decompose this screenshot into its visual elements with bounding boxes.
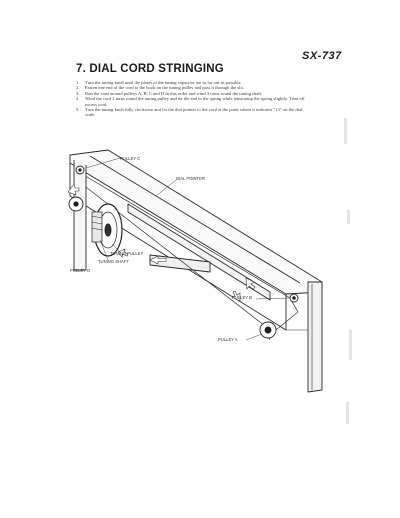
step-number: 4. bbox=[76, 96, 80, 102]
label-dial-pointer: DIAL POINTER bbox=[176, 176, 205, 181]
step-number: 1. bbox=[76, 80, 80, 85]
section-title: 7. DIAL CORD STRINGING bbox=[76, 63, 224, 75]
left-bracket bbox=[74, 160, 86, 270]
chassis-end-plate bbox=[308, 282, 322, 392]
label-pulley-b: PULLEY B bbox=[232, 295, 252, 300]
step-text: Wind the cord 2 turns round the tuning pulley and tie the end to the spring while tensioning the spring slightly. Trim off excess cord. bbox=[85, 96, 305, 107]
label-tuning-shaft: TUNING SHAFT bbox=[98, 259, 129, 264]
model-number: SX-737 bbox=[302, 50, 342, 62]
step-text: Turn the tuning knob until the plates of the tuning capacitor are as far out as possible. bbox=[85, 80, 242, 85]
step-number: 5. bbox=[76, 107, 80, 113]
leader-line bbox=[256, 298, 290, 299]
step-number: 2. bbox=[76, 85, 80, 91]
step-number: 3. bbox=[76, 90, 80, 96]
label-tuning-pulley: TUNING PULLEY bbox=[110, 251, 144, 256]
label-pulley-d: PULLEY D bbox=[70, 268, 91, 273]
label-pulley-c: PULLEY C bbox=[120, 156, 141, 161]
step-text: Turn the tuning knob fully clockwise and fix the dial pointer to the cord at the point where it indicates "13" on the dial scale. bbox=[85, 107, 303, 118]
label-pulley-a: PULLEY A bbox=[218, 337, 238, 342]
leader-line bbox=[246, 334, 262, 340]
step-text: Fasten one end of the cord to the hook on the tuning pulley and pass it through the slit. bbox=[85, 85, 245, 91]
dial-cord bbox=[276, 312, 298, 330]
step-text: Run the cord around pulleys A, B, C and D in this order and wind 3 turns round the tuning shaft. bbox=[85, 90, 263, 96]
